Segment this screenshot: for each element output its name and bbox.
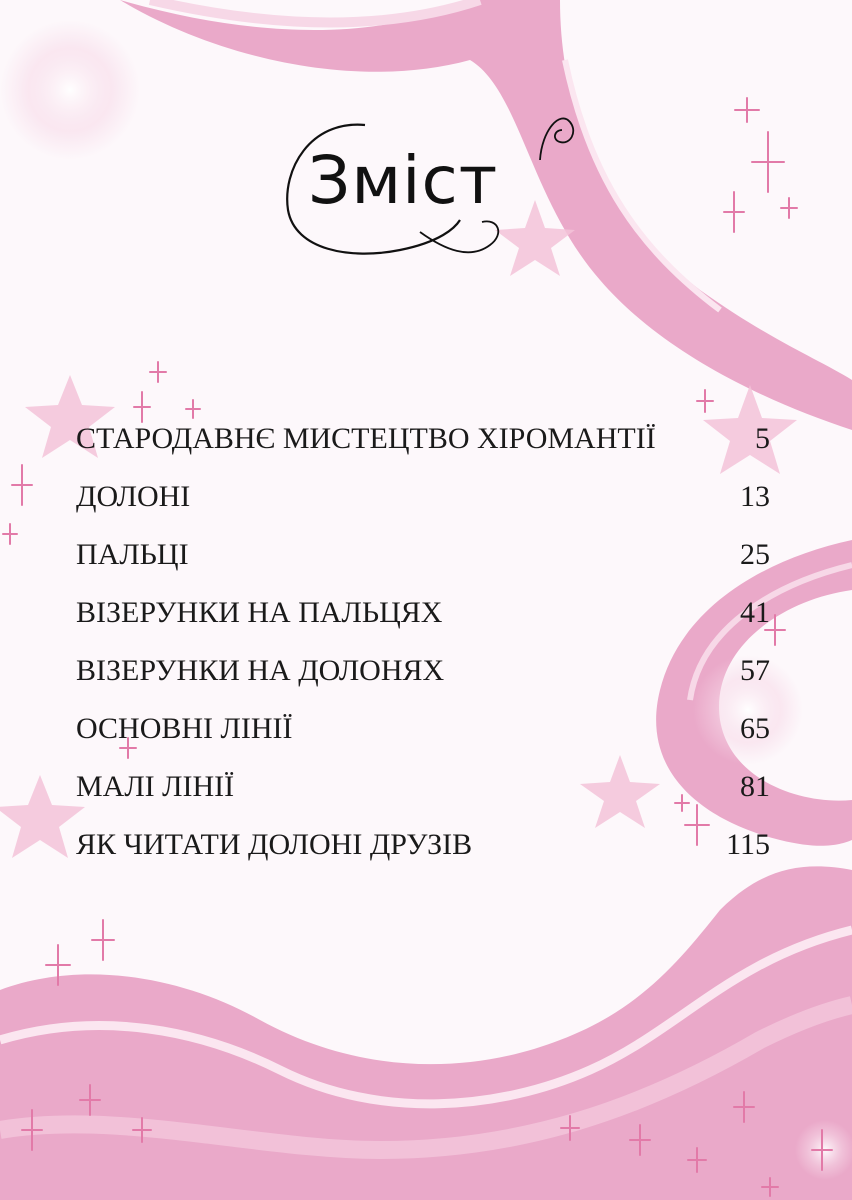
- toc-page-number: 65: [740, 712, 770, 745]
- toc-row[interactable]: [76, 422, 770, 480]
- toc-label: МАЛІ ЛІНІЇ: [76, 770, 235, 803]
- toc-row[interactable]: [76, 480, 770, 538]
- toc-label: ВІЗЕРУНКИ НА ДОЛОНЯХ: [76, 654, 445, 687]
- toc-row[interactable]: [76, 712, 770, 770]
- toc-label: ПАЛЬЦІ: [76, 538, 189, 571]
- toc-page-number: 25: [740, 538, 770, 571]
- page-title: Зміст: [308, 142, 499, 219]
- toc-page-number: 5: [755, 422, 770, 455]
- toc-row[interactable]: [76, 828, 770, 886]
- toc-label: СТАРОДАВНЄ МИСТЕЦТВО ХІРОМАНТІЇ: [76, 422, 656, 455]
- toc-page-number: 81: [740, 770, 770, 803]
- toc-page-number: 115: [726, 828, 770, 861]
- toc-page-number: 57: [740, 654, 770, 687]
- page-title-block: [270, 100, 590, 280]
- toc-label: ОСНОВНІ ЛІНІЇ: [76, 712, 293, 745]
- table-of-contents: [76, 422, 770, 886]
- toc-row[interactable]: [76, 596, 770, 654]
- toc-page-number: 41: [740, 596, 770, 629]
- toc-row[interactable]: [76, 770, 770, 828]
- toc-label: ЯК ЧИТАТИ ДОЛОНІ ДРУЗІВ: [76, 828, 473, 861]
- toc-label: ДОЛОНІ: [76, 480, 191, 513]
- toc-label: ВІЗЕРУНКИ НА ПАЛЬЦЯХ: [76, 596, 443, 629]
- toc-page-number: 13: [740, 480, 770, 513]
- toc-row[interactable]: [76, 538, 770, 596]
- toc-row[interactable]: [76, 654, 770, 712]
